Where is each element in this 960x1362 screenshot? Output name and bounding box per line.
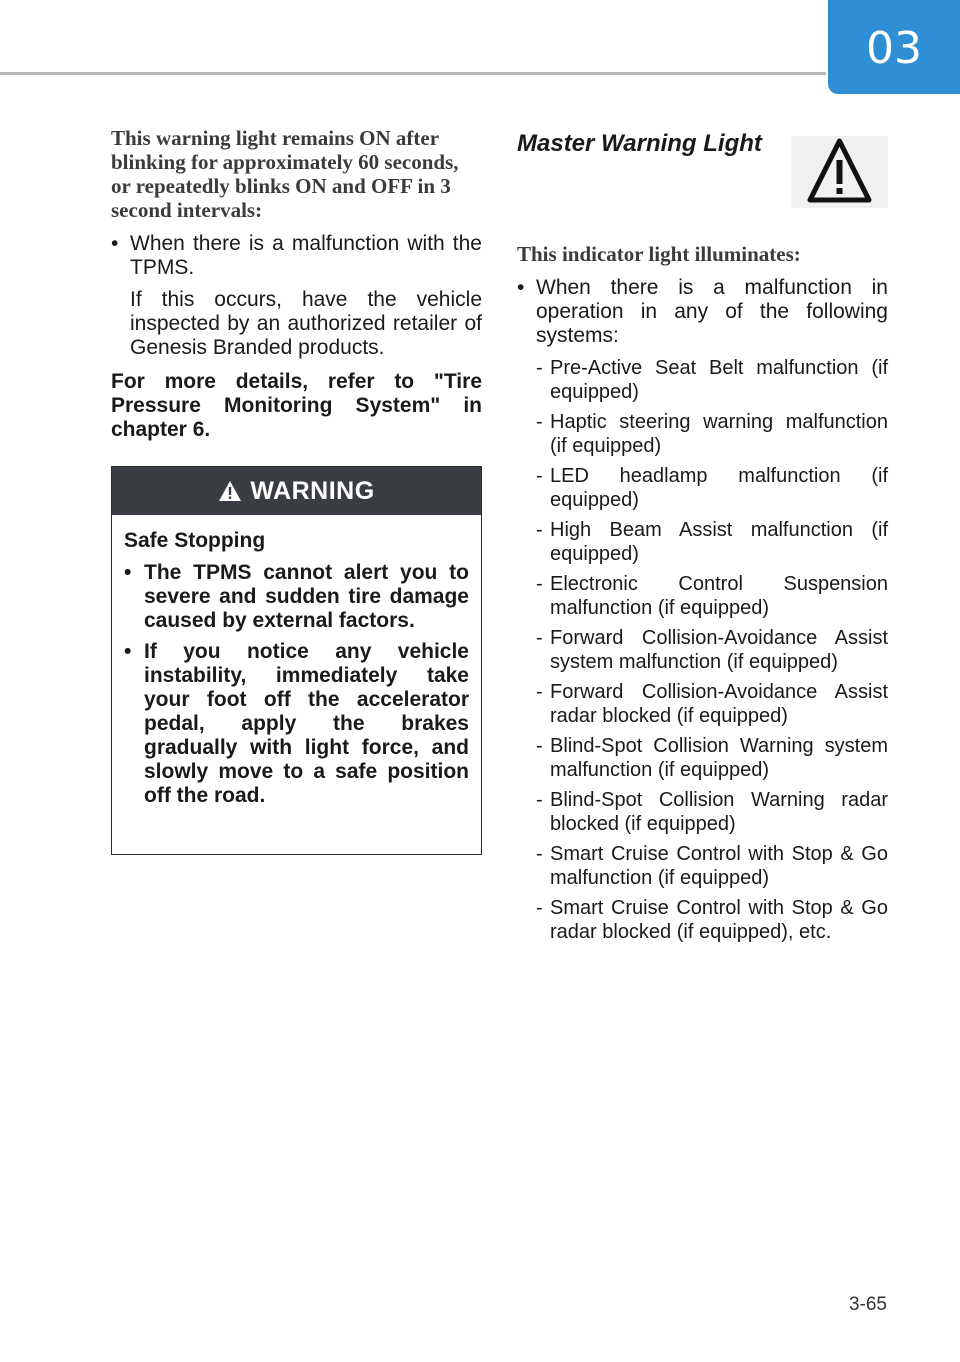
list-item: - Blind-Spot Collision Warning system malfunction (if equipped) <box>536 734 888 782</box>
warning-title: Safe Stopping <box>124 529 266 552</box>
warning-label: WARNING <box>250 476 375 505</box>
header-rule <box>0 72 826 75</box>
section-title: Master Warning Light <box>517 130 762 157</box>
list-item: - Smart Cruise Control with Stop & Go malfunction (if equipped) <box>536 842 888 890</box>
list-item: - Forward Collision-Avoidance Assist radar blocked (if equipped) <box>536 680 888 728</box>
list-item: - Smart Cruise Control with Stop & Go radar blocked (if equipped), etc. <box>536 896 888 944</box>
left-column <box>111 126 482 442</box>
warning-bullet-2: • If you notice any vehicle instability, immediately take your foot off the accelerator pedal, apply the brakes gradually with light force, and slowly move to a safe position off the road. <box>124 640 469 808</box>
warning-header <box>112 467 481 515</box>
list-item: - LED headlamp malfunction (if equipped) <box>536 464 888 512</box>
malfunction-bullet: • When there is a malfunction in operation in any of the following systems: <box>517 276 888 348</box>
left-heading: This warning light remains ON after blinking for approximately 60 seconds, or repeatedly blinks ON and OFF in 3 second intervals: <box>111 126 459 222</box>
list-item: - Electronic Control Suspension malfunction (if equipped) <box>536 572 888 620</box>
warning-bullet-1: • The TPMS cannot alert you to severe and sudden tire damage caused by external factors. <box>124 561 469 633</box>
chapter-tab: 03 <box>828 0 960 94</box>
tpms-note: If this occurs, have the vehicle inspected by an authorized retailer of Genesis Branded products. <box>130 288 482 359</box>
warning-triangle-icon <box>218 480 242 502</box>
tpms-bullet: • When there is a malfunction with the TPMS. <box>111 232 482 280</box>
warning-body <box>112 515 481 808</box>
indicator-heading: This indicator light illuminates: <box>517 242 801 266</box>
system-list <box>517 356 888 944</box>
list-item: - Haptic steering warning malfunction (if equipped) <box>536 410 888 458</box>
page-number: 3-65 <box>848 1294 887 1315</box>
list-item: - Pre-Active Seat Belt malfunction (if equipped) <box>536 356 888 404</box>
list-item: - Blind-Spot Collision Warning radar blocked (if equipped) <box>536 788 888 836</box>
refer-note: For more details, refer to "Tire Pressure Monitoring System" in chapter 6. <box>111 370 482 441</box>
list-item: - High Beam Assist malfunction (if equipped) <box>536 518 888 566</box>
right-column <box>517 126 888 950</box>
list-item: - Forward Collision-Avoidance Assist system malfunction (if equipped) <box>536 626 888 674</box>
warning-box <box>111 466 482 855</box>
